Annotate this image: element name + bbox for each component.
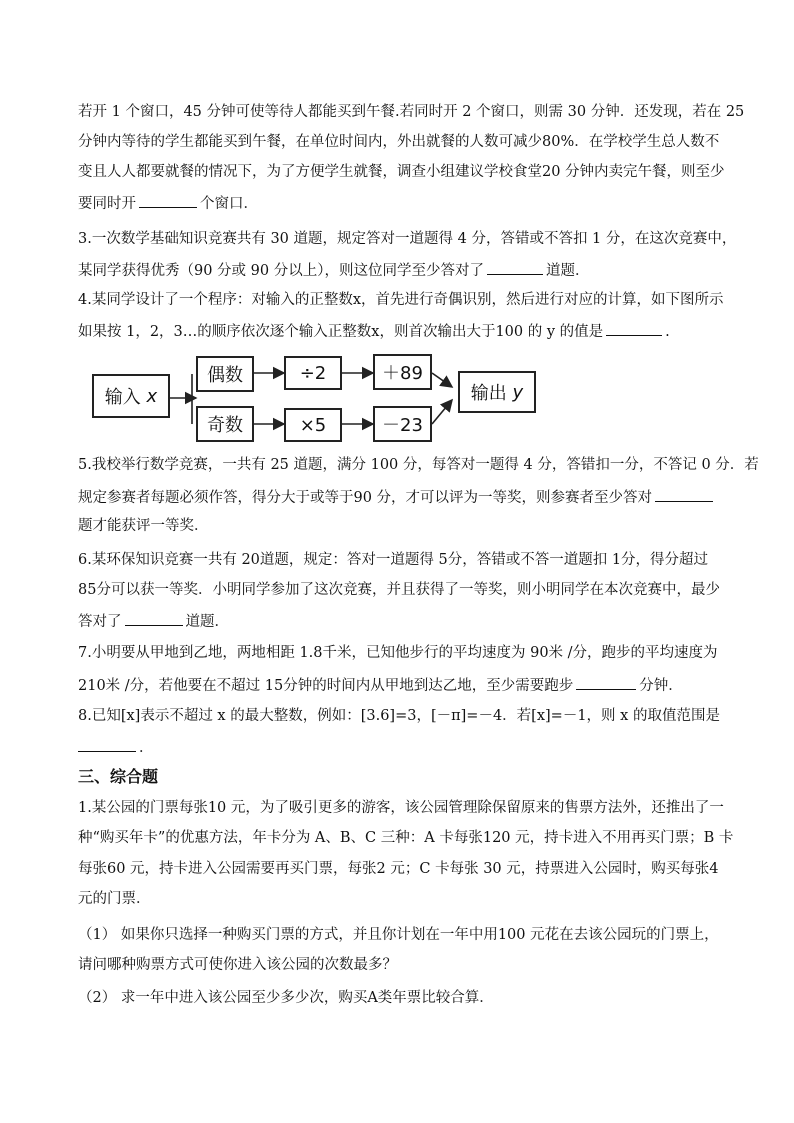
odd-label: 奇数 <box>207 415 243 436</box>
text-fragment: ． <box>139 740 154 756</box>
text-line: 请问哪种购票方式可使你进入该公园的次数最多？ <box>78 957 397 973</box>
subtract-box <box>373 406 432 442</box>
text-line: （2） 求一年中进入该公园至少多少次，购买A类年票比较合算． <box>78 990 494 1006</box>
add-box <box>373 354 432 390</box>
text-fragment: 要同时开 <box>78 196 136 212</box>
text-line: 6.某环保知识竞赛一共有 20道题，规定：答对一道题得 5分，答错或不答一道题扣 1分，得分超过 <box>78 552 709 568</box>
even-box <box>196 356 254 392</box>
input-label: 输入 <box>104 387 141 408</box>
text-fragment: 答对了 <box>78 614 122 630</box>
text-line: （1） 如果你只选择一种购买门票的方式，并且你计划在一年中用100 元花在去该公园玩的门票上， <box>78 927 719 943</box>
flow-arrow <box>432 373 452 387</box>
text-line <box>78 610 229 630</box>
text-line: 变且人人都要就餐的情况下，为了方便学生就餐，调查小组建议学校食堂20 分钟内卖完午餐，则至少 <box>78 164 725 180</box>
text-line <box>78 259 589 279</box>
text-fragment: 规定参赛者每题必须作答，得分大于或等于90 分，才可以评为一等奖，则参赛者至少答对 <box>78 490 653 506</box>
even-label: 偶数 <box>207 365 243 386</box>
input-variable: x <box>146 385 158 407</box>
output-box <box>458 371 536 413</box>
subtract-label: －23 <box>382 415 423 436</box>
answer-blank[interactable] <box>655 486 713 502</box>
answer-blank[interactable] <box>487 259 543 275</box>
text-line: 1.某公园的门票每张10 元，为了吸引更多的游客，该公园管理除保留原来的售票方法外，还推出了一 <box>78 800 724 816</box>
text-fragment: . <box>665 324 670 340</box>
multiply-box <box>284 408 342 442</box>
output-variable: y <box>512 381 524 403</box>
text-line: 85分可以获一等奖．小明同学参加了这次竞赛，并且获得了一等奖，则小明同学在本次竞赛中，最少 <box>78 582 720 598</box>
answer-blank[interactable] <box>78 736 136 752</box>
text-fragment: 如果按 1，2，3…的顺序依次逐个输入正整数x，则首次输出大于100 的 y 的值是 <box>78 324 604 340</box>
text-line: 种“购买年卡”的优惠方法，年卡分为 A、B、C 三种：A 卡每张120 元，持卡进入不用再买门票；B 卡 <box>78 830 734 846</box>
multiply-label: ×5 <box>299 414 327 436</box>
text-line: 4.某同学设计了一个程序：对输入的正整数x，首先进行奇偶识别，然后进行对应的计算，如下图所示 <box>78 292 724 308</box>
text-line: 每张60 元，持卡进入公园需要再买门票，每张2 元；C 卡每张 30 元，持票进入公园时，购买每张4 <box>78 861 719 877</box>
text-line <box>78 674 683 694</box>
text-fragment: 210米 /分，若他要在不超过 15分钟的时间内从甲地到达乙地，至少需要跑步 <box>78 678 574 694</box>
text-line: 题才能获评一等奖． <box>78 518 209 534</box>
answer-blank[interactable] <box>606 320 662 336</box>
text-line <box>78 736 154 756</box>
text-line: 若开 1 个窗口，45 分钟可使等待人都能买到午餐.若同时开 2 个窗口，则需 30 分钟．还发现，若在 25 <box>78 104 745 120</box>
answer-blank[interactable] <box>576 674 636 690</box>
text-line <box>78 192 258 212</box>
flow-arrow <box>432 400 452 424</box>
text-line: 5.我校举行数学竞赛，一共有 25 道题，满分 100 分，每答对一题得 4 分，答错扣一分，不答记 0 分．若 <box>78 457 759 473</box>
text-line <box>78 320 670 340</box>
text-fragment: 道题． <box>185 614 229 630</box>
text-line: 8.已知[x]表示不超过 x 的最大整数，例如：[3.6]=3，[－π]=－4．若[x]=－1，则 x 的取值范围是 <box>78 708 720 724</box>
text-fragment: 个窗口． <box>200 196 258 212</box>
text-line: 元的门票． <box>78 891 151 907</box>
add-label: ＋89 <box>382 363 423 384</box>
text-line: 7.小明要从甲地到乙地，两地相距 1.8千米，已知他步行的平均速度为 90米 /分，跑步的平均速度为 <box>78 645 718 661</box>
text-fragment: 道题． <box>545 263 590 279</box>
output-label: 输出 <box>470 383 507 404</box>
text-line: 分钟内等待的学生都能买到午餐，在单位时间内，外出就餐的人数可减少80%．在学校学生总人数不 <box>78 134 720 150</box>
odd-box <box>196 406 254 442</box>
text-line <box>78 486 716 506</box>
text-fragment: 某同学获得优秀（90 分或 90 分以上），则这位同学至少答对了 <box>78 263 484 279</box>
section-heading: 三、综合题 <box>78 767 159 786</box>
answer-blank[interactable] <box>139 192 197 208</box>
divide-box <box>284 356 342 390</box>
text-fragment: 分钟． <box>639 678 683 694</box>
divide-label: ÷2 <box>299 362 327 384</box>
program-flowchart <box>88 352 548 448</box>
input-box <box>92 374 170 418</box>
answer-blank[interactable] <box>125 610 183 626</box>
text-line: 3.一次数学基础知识竞赛共有 30 道题，规定答对一道题得 4 分，答错或不答扣 1 分，在这次竞赛中， <box>78 231 737 247</box>
